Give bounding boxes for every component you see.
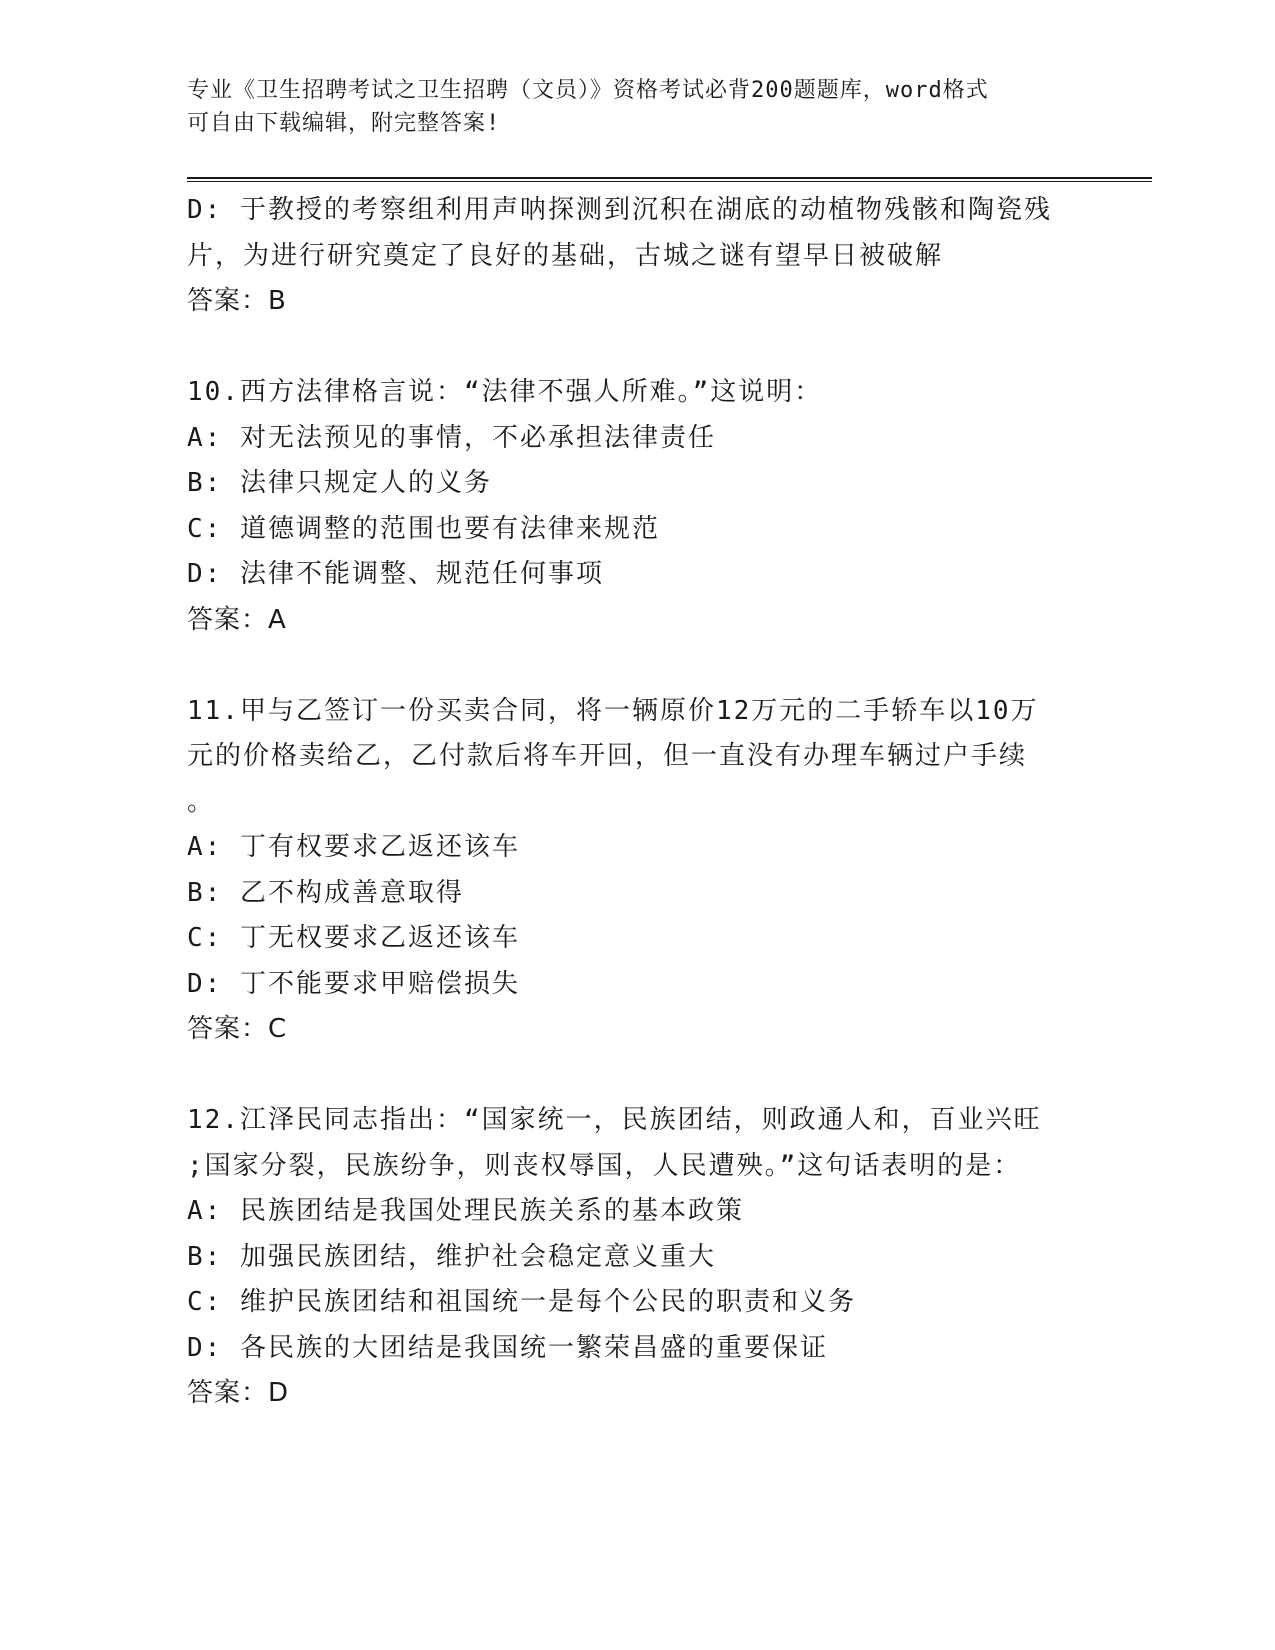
question-stem-line-2: ;国家分裂，民族纷争，则丧权辱国，人民遭殃。”这句话表明的是： <box>187 1150 1022 1181</box>
header-rule <box>187 177 1152 179</box>
spacer <box>187 325 1087 371</box>
header-title-line-1: 专业《卫生招聘考试之卫生招聘（文员）》资格考试必背200题题库，word格式 <box>187 78 989 103</box>
option-b: B: 法律只规定人的义务 <box>187 468 492 498</box>
page-header <box>187 74 1067 140</box>
option-d: D: 丁不能要求甲赔偿损失 <box>187 968 520 999</box>
question-stem-line-1: 11.甲与乙签订一份买卖合同，将一辆原价12万元的二手轿车以10万 <box>187 695 1039 726</box>
question-11 <box>187 689 1087 1053</box>
spacer <box>187 1053 1087 1099</box>
option-b: B: 加强民族团结，维护社会稳定意义重大 <box>187 1241 716 1272</box>
option-c: C: 丁无权要求乙返还该车 <box>187 923 520 953</box>
option-c: C: 维护民族团结和祖国统一是每个公民的职责和义务 <box>187 1287 856 1317</box>
header-rule-thin <box>187 181 1152 182</box>
answer-11: 答案：C <box>187 1014 288 1044</box>
answer-12: 答案：D <box>187 1378 290 1408</box>
question-stem-line-3: 。 <box>187 786 216 817</box>
option-d-line-2: 片，为进行研究奠定了良好的基础，古城之谜有望早日被破解 <box>187 240 944 271</box>
option-b: B: 乙不构成善意取得 <box>187 877 464 908</box>
option-a: A: 丁有权要求乙返还该车 <box>187 832 520 862</box>
question-10 <box>187 370 1087 643</box>
question-9-continued <box>187 188 1087 325</box>
option-d-line-1: D: 于教授的考察组利用声呐探测到沉积在湖底的动植物残骸和陶瓷残 <box>187 195 1052 225</box>
question-12 <box>187 1098 1087 1417</box>
option-c: C: 道德调整的范围也要有法律来规范 <box>187 513 660 544</box>
answer-9: 答案：B <box>187 286 287 316</box>
answer-10: 答案：A <box>187 604 287 635</box>
question-stem: 10.西方法律格言说：“法律不强人所难。”这说明： <box>187 377 823 407</box>
spacer <box>187 643 1087 689</box>
option-d: D: 各民族的大团结是我国统一繁荣昌盛的重要保证 <box>187 1332 828 1363</box>
document-body <box>187 188 1087 1417</box>
question-stem-line-1: 12.江泽民同志指出：“国家统一，民族团结，则政通人和，百业兴旺 <box>187 1105 1042 1135</box>
option-a: A: 对无法预见的事情，不必承担法律责任 <box>187 422 716 453</box>
option-d: D: 法律不能调整、规范任何事项 <box>187 559 604 589</box>
header-title-line-2: 可自由下载编辑，附完整答案! <box>187 111 501 136</box>
option-a: A: 民族团结是我国处理民族关系的基本政策 <box>187 1196 744 1226</box>
question-stem-line-2: 元的价格卖给乙，乙付款后将车开回，但一直没有办理车辆过户手续 <box>187 741 1028 771</box>
